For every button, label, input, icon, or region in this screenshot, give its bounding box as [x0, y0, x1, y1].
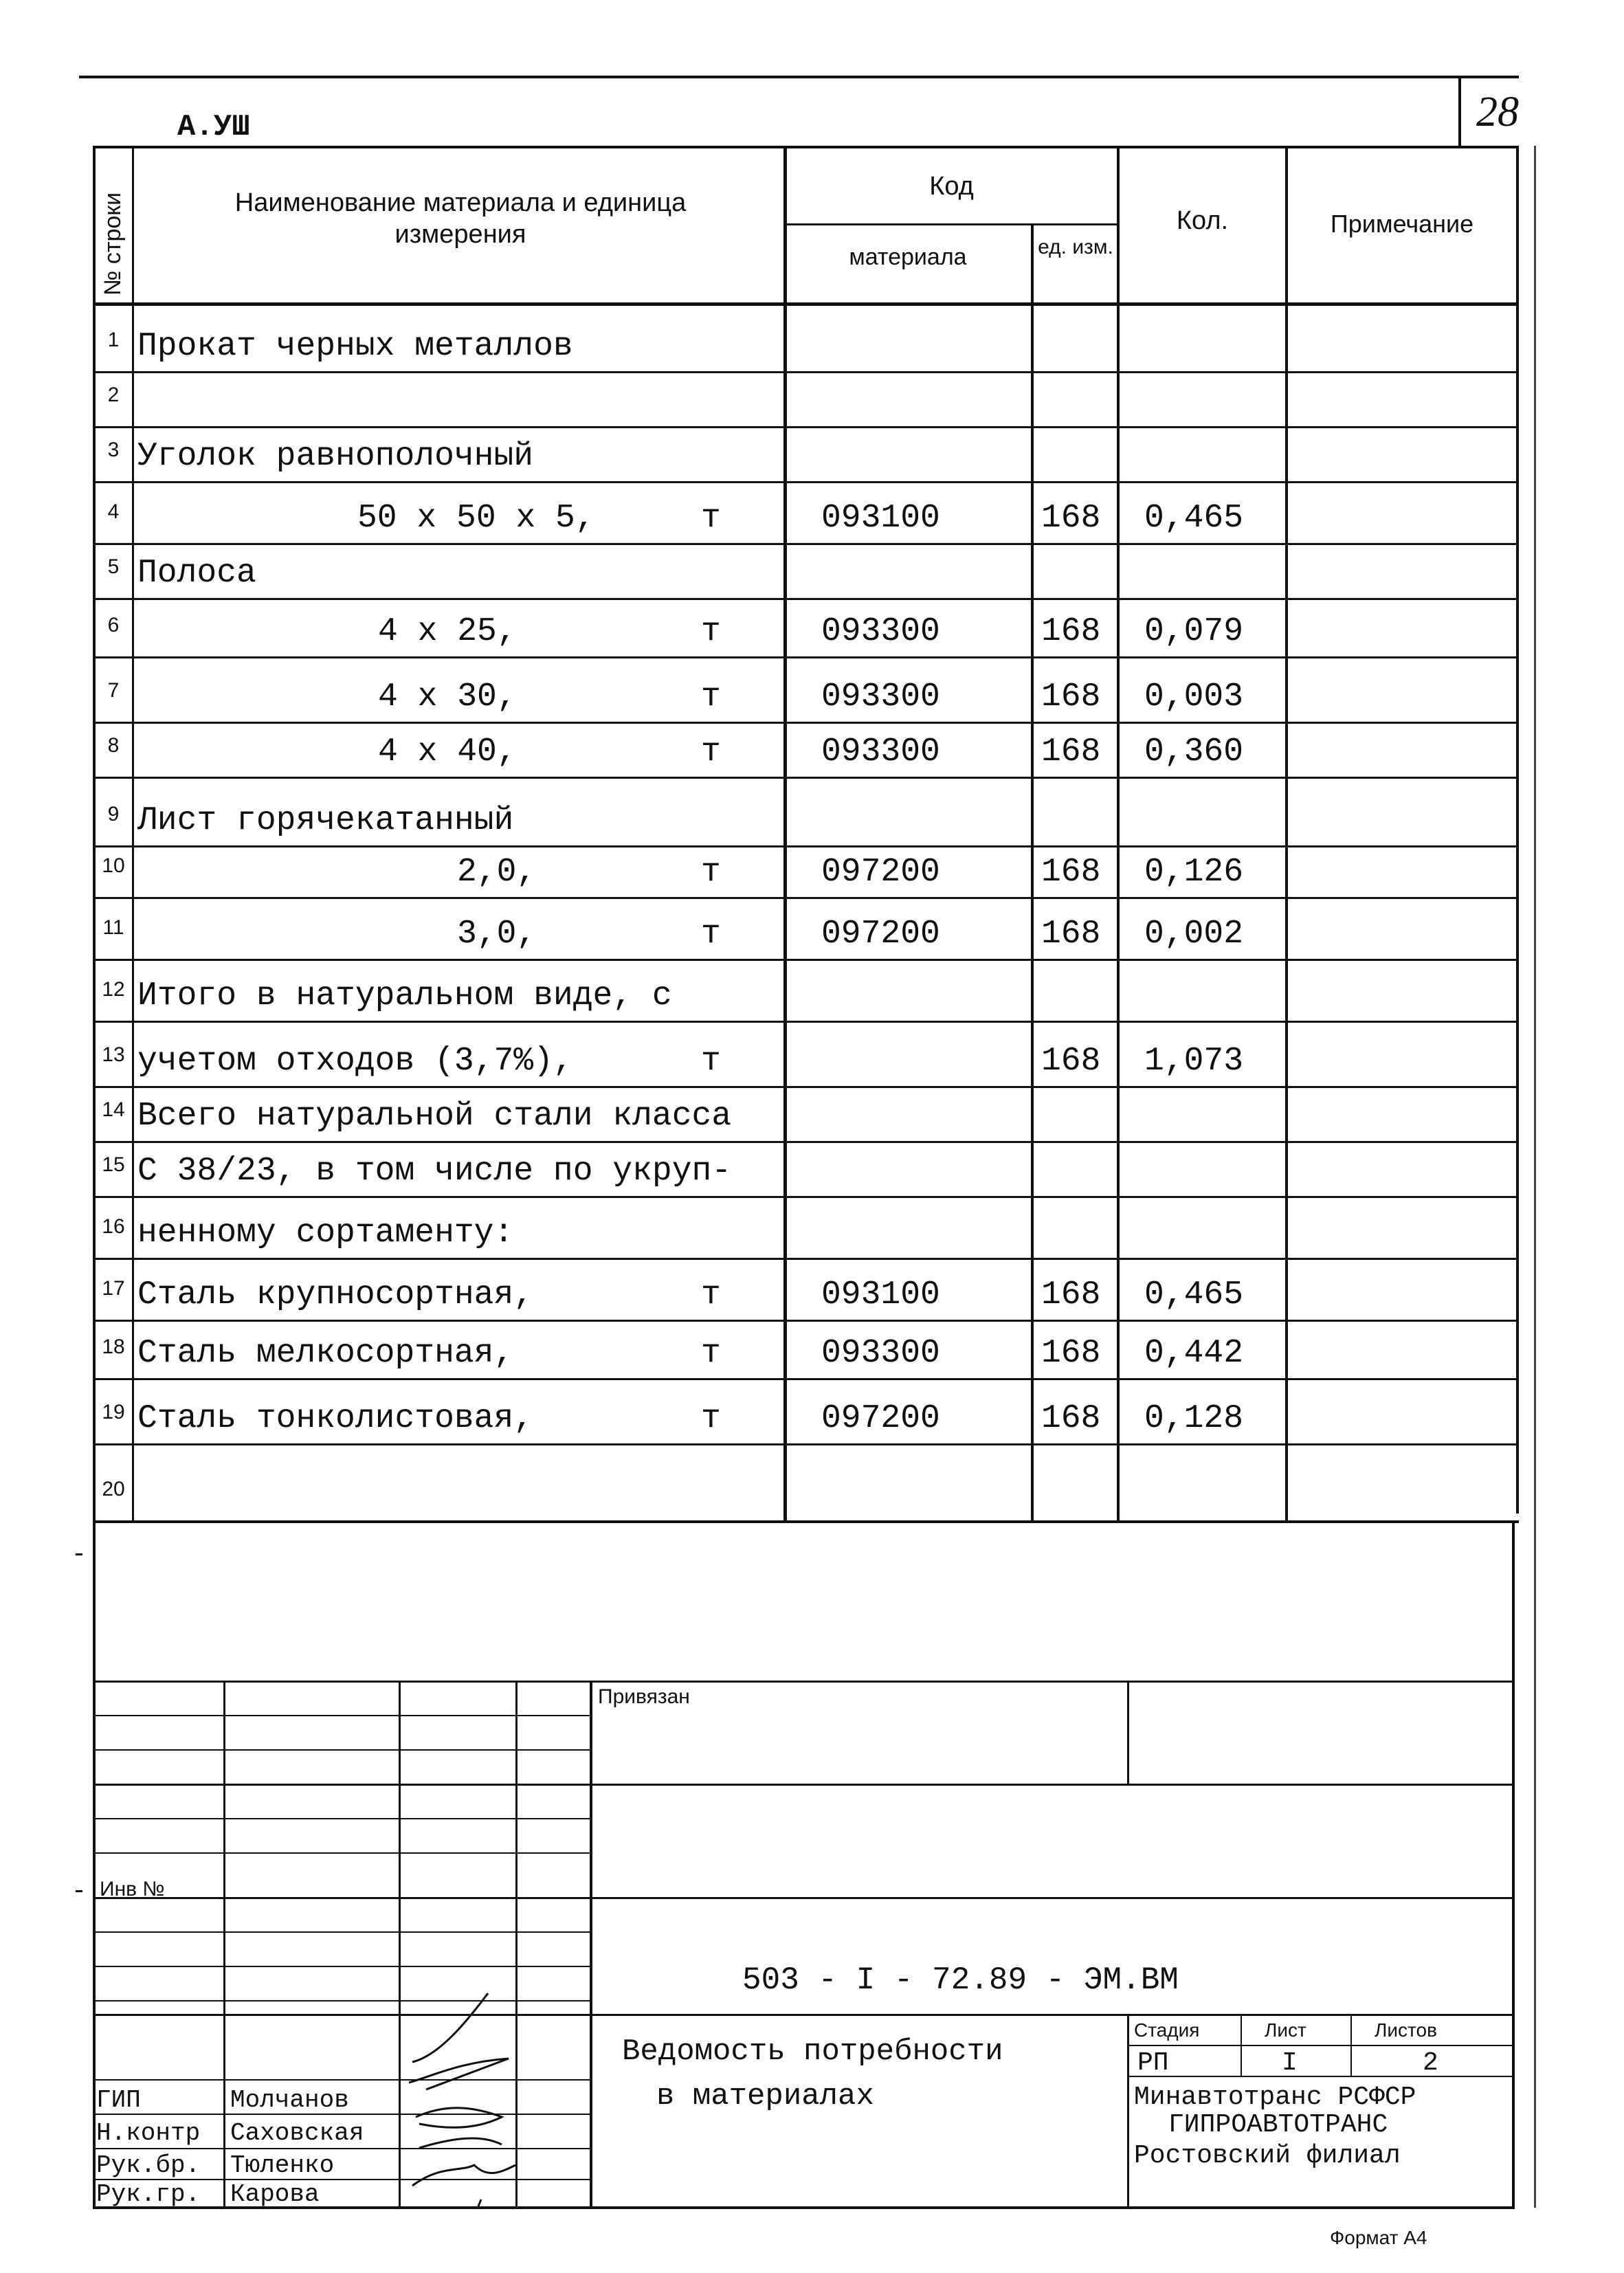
row-number: 7 [107, 679, 120, 702]
row-unit-symbol: т [701, 733, 721, 770]
row-name: Всего натуральной стали класса [137, 1098, 732, 1135]
row-name: Полоса [137, 555, 256, 592]
row-unit-code: 168 [1041, 1335, 1101, 1372]
row-number: 5 [107, 555, 120, 578]
code-subheader-line [785, 223, 1118, 225]
row-number: 4 [107, 500, 120, 523]
row-unit-code: 168 [1041, 500, 1101, 537]
row-number: 3 [107, 439, 120, 461]
row-number: 11 [102, 916, 124, 939]
stamp-stage-line-1 [1127, 2045, 1515, 2046]
row-name: Сталь крупносортная, [137, 1276, 534, 1313]
row-number: 14 [102, 1098, 125, 1121]
sheets-value: 2 [1423, 2048, 1438, 2078]
col-line-qty [1285, 146, 1288, 1520]
row-name: Лист горячекатанный [137, 802, 514, 839]
row-number: 16 [102, 1215, 125, 1238]
stamp-row-line-7 [93, 1897, 1515, 1899]
row-unit-symbol: т [701, 916, 721, 953]
sheet-value: I [1282, 2048, 1298, 2078]
stamp-row-line-11 [93, 2014, 1515, 2016]
row-number: 20 [102, 1478, 125, 1500]
row-name: Уголок равнополочный [137, 438, 534, 475]
row-name: 4 х 30, [378, 678, 517, 716]
org-line-3: Ростовский филиал [1134, 2141, 1401, 2171]
row-unit-code: 168 [1041, 613, 1101, 650]
format-label: Формат А4 [1330, 2227, 1427, 2248]
row-number: 12 [102, 978, 125, 1001]
left-margin-tick-2 [76, 1890, 82, 1892]
row-unit-symbol: т [701, 1043, 721, 1080]
row-unit-code: 168 [1041, 1276, 1101, 1313]
stamp-bound-divider [1127, 1681, 1129, 1784]
row-number: 6 [107, 614, 120, 636]
stamp-row-line-1 [93, 1681, 1515, 1683]
row-separator [93, 598, 1519, 600]
row-unit-code: 168 [1041, 1400, 1101, 1437]
signer-role-2: Н.контр [96, 2119, 201, 2147]
row-quantity: 0,360 [1144, 733, 1244, 770]
bound-label: Привязан [598, 1685, 690, 1708]
header-bottom-line [93, 302, 1519, 306]
inventory-number-label: Инв № [100, 1878, 165, 1900]
sheet-number: 28 [1476, 89, 1519, 135]
row-quantity: 0,128 [1144, 1400, 1244, 1437]
stamp-right-border [1512, 1520, 1515, 2208]
row-number: 18 [102, 1335, 125, 1358]
table-bottom-border [93, 1520, 1519, 1523]
table-top-border [93, 146, 1519, 148]
material-header: материала [849, 244, 967, 270]
title-line-2: в материалах [656, 2079, 874, 2114]
org-line-1: Минавтотранс РСФСР [1134, 2083, 1416, 2112]
stamp-col-d [590, 1681, 592, 2206]
row-unit-symbol: т [701, 1400, 721, 1437]
stamp-col-a [223, 1681, 225, 2206]
signer-name-3: Тюленко [230, 2151, 335, 2180]
document-code: 503 - I - 72.89 - ЭМ.ВМ [742, 1962, 1179, 1998]
row-separator [93, 1021, 1519, 1023]
row-name: 2,0, [457, 854, 537, 891]
row-name: 50 х 50 х 5, [357, 500, 595, 537]
row-separator [93, 1378, 1519, 1380]
row-material-code: 093300 [821, 1335, 940, 1372]
unit-header: ед. изм. [1038, 236, 1113, 258]
sheet-box-divider [1458, 76, 1461, 146]
row-number: 10 [102, 854, 125, 877]
row-number: 8 [107, 734, 120, 757]
row-number: 17 [102, 1277, 125, 1300]
row-unit-code: 168 [1041, 678, 1101, 716]
row-separator [93, 656, 1519, 658]
row-quantity: 0,002 [1144, 916, 1244, 953]
row-separator [93, 543, 1519, 545]
stamp-left-border [93, 1520, 96, 2208]
col-line-rowno [132, 146, 134, 1520]
row-quantity: 0,442 [1144, 1335, 1244, 1372]
row-material-code: 093100 [821, 1276, 940, 1313]
row-unit-symbol: т [701, 613, 721, 650]
row-name: учетом отходов (3,7%), [137, 1043, 573, 1080]
row-name: С 38/23, в том числе по укруп- [137, 1153, 732, 1190]
signer-role-3: Рук.бр. [96, 2151, 201, 2180]
table-right-border [1516, 146, 1519, 1514]
row-separator [93, 1086, 1519, 1088]
qty-header: Кол. [1176, 206, 1229, 235]
row-separator [93, 897, 1519, 899]
signer-name-2: Саховская [230, 2119, 364, 2147]
row-separator [93, 1258, 1519, 1260]
col-line-material [1031, 223, 1034, 1520]
col-line-unit [1117, 146, 1120, 1520]
stage-value: РП [1137, 2048, 1169, 2078]
signer-role-1: ГИП [96, 2086, 141, 2114]
stage-label: Стадия [1134, 2019, 1200, 2041]
row-quantity: 0,003 [1144, 678, 1244, 716]
row-number: 15 [102, 1153, 125, 1176]
row-number-header: № строки [100, 192, 126, 296]
row-separator [93, 959, 1519, 961]
note-header: Примечание [1330, 210, 1474, 238]
row-name: Сталь мелкосортная, [137, 1335, 514, 1372]
code-header: Код [929, 172, 974, 201]
row-separator [93, 371, 1519, 373]
signatures-graphic [399, 1980, 522, 2206]
signer-role-4: Рук.гр. [96, 2180, 201, 2208]
row-separator [93, 1196, 1519, 1198]
row-separator [93, 481, 1519, 483]
row-number: 9 [107, 803, 120, 825]
right-margin-line [1534, 146, 1536, 2208]
sheet-label: Лист [1265, 2019, 1306, 2041]
row-name: 4 х 25, [378, 613, 517, 650]
stamp-stage-col-1 [1241, 2014, 1242, 2076]
row-unit-symbol: т [701, 854, 721, 891]
row-quantity: 0,079 [1144, 613, 1244, 650]
col-line-name [783, 146, 787, 1520]
top-rule [79, 76, 1519, 78]
row-separator [93, 722, 1519, 724]
row-number: 19 [102, 1401, 125, 1423]
row-name: 4 х 40, [378, 733, 517, 770]
row-material-code: 093300 [821, 733, 940, 770]
row-separator [93, 845, 1519, 847]
row-name: Итого в натуральном виде, с [137, 977, 672, 1014]
row-quantity: 1,073 [1144, 1043, 1244, 1080]
left-margin-tick-1 [76, 1553, 82, 1555]
row-separator [93, 1320, 1519, 1322]
table-left-border [93, 146, 96, 1520]
row-unit-symbol: т [701, 500, 721, 537]
row-unit-symbol: т [701, 678, 721, 716]
row-number: 13 [102, 1043, 125, 1066]
row-name: Сталь тонколистовая, [137, 1400, 534, 1437]
row-unit-code: 168 [1041, 854, 1101, 891]
stamp-stage-col-2 [1350, 2014, 1352, 2076]
row-separator [93, 1443, 1519, 1445]
row-material-code: 093300 [821, 613, 940, 650]
row-number: 1 [107, 329, 120, 351]
row-material-code: 097200 [821, 1400, 940, 1437]
name-header: Наименование материала и единица измерения [234, 188, 687, 249]
title-line-1: Ведомость потребности [622, 2034, 1003, 2069]
row-material-code: 097200 [821, 916, 940, 953]
row-separator [93, 426, 1519, 428]
row-name: ненному сортаменту: [137, 1215, 514, 1252]
row-number: 2 [107, 384, 120, 406]
row-quantity: 0,465 [1144, 1276, 1244, 1313]
stamp-stage-line-2 [1127, 2076, 1515, 2077]
row-quantity: 0,126 [1144, 854, 1244, 891]
row-quantity: 0,465 [1144, 500, 1244, 537]
row-unit-symbol: т [701, 1276, 721, 1313]
sheets-label: Листов [1375, 2019, 1437, 2041]
signer-name-4: Карова [230, 2180, 320, 2208]
signer-name-1: Молчанов [230, 2086, 349, 2114]
row-separator [93, 777, 1519, 779]
row-unit-code: 168 [1041, 1043, 1101, 1080]
row-name: Прокат черных металлов [137, 328, 573, 365]
stamp-org-divider [1127, 2014, 1129, 2206]
row-material-code: 097200 [821, 854, 940, 891]
row-unit-code: 168 [1041, 916, 1101, 953]
doc-code-header: А.УШ [177, 110, 250, 144]
stamp-row-line-4 [93, 1784, 1515, 1786]
row-material-code: 093300 [821, 678, 940, 716]
row-name: 3,0, [457, 916, 537, 953]
row-unit-symbol: т [701, 1335, 721, 1372]
row-unit-code: 168 [1041, 733, 1101, 770]
org-line-2: ГИПРОАВТОТРАНС [1168, 2110, 1388, 2140]
row-separator [93, 1141, 1519, 1143]
row-material-code: 093100 [821, 500, 940, 537]
